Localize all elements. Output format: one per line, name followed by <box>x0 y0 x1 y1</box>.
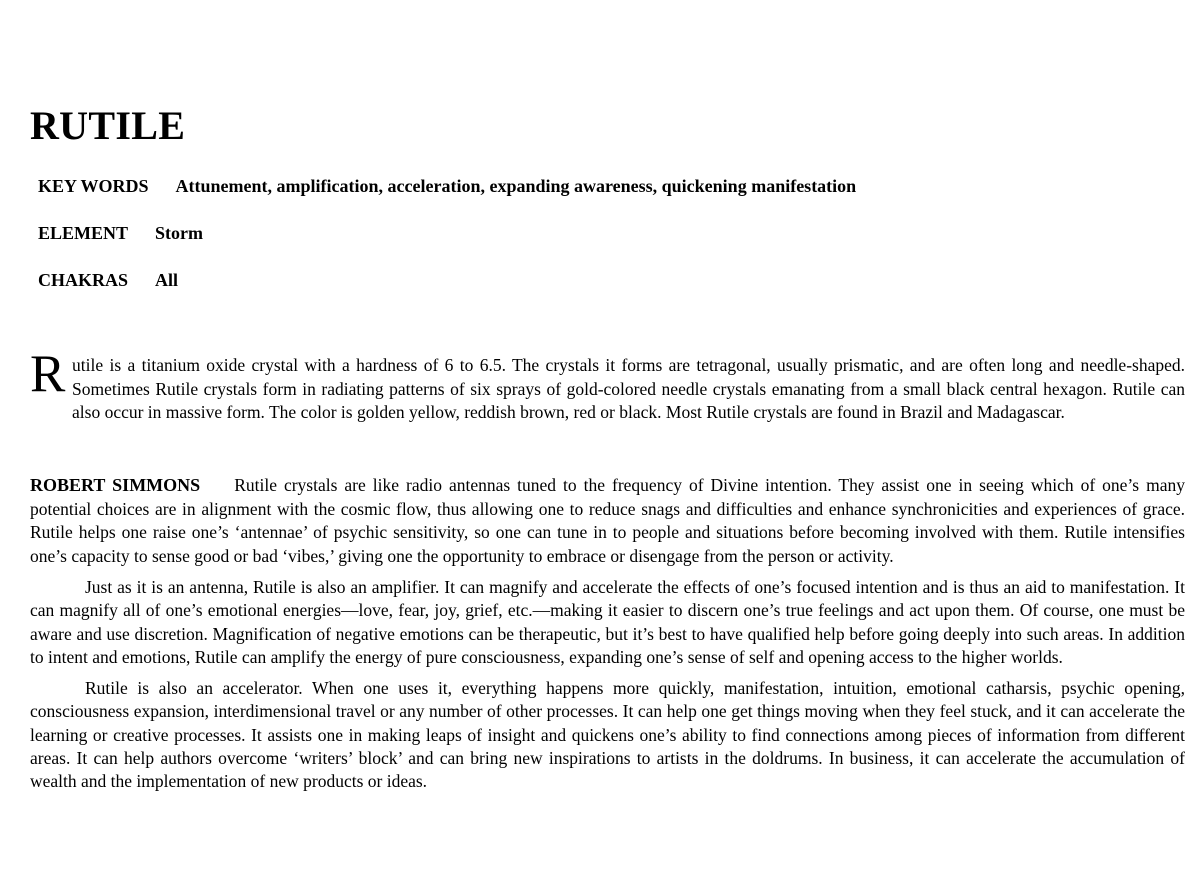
robert-simmons-label: ROBERT SIMMONS <box>30 475 201 496</box>
chakras-label: CHAKRAS <box>38 269 129 290</box>
key-words-label: KEY WORDS <box>38 176 149 196</box>
element-value: Storm <box>155 222 204 243</box>
label-value-gap <box>149 191 176 192</box>
drop-cap: R <box>30 345 66 404</box>
robert-simmons-paragraph <box>30 474 1185 568</box>
label-value-gap <box>128 285 155 286</box>
label-text-gap <box>200 490 234 491</box>
robert-simmons-text: Rutile crystals are like radio antennas tuned to the frequency of Divine intention. They assist one in seeing which of one’s many potential choices are in alignment with the cosmic flow, thus allowing one to reduce snags and difficulties and enhance synchronicities and experiences of grace. Rutile helps one raise one’s ‘antennae’ of psychic sensitivity, so one can tune in to people and situations before becoming involved with them. Rutile intensifies one’s capacity to sense good or bad ‘vibes,’ giving one the opportunity to embrace or disengage from the person or activity. <box>30 475 1185 566</box>
meta-block <box>30 175 1185 292</box>
page-content <box>0 105 1200 794</box>
meta-row-element <box>38 222 1185 245</box>
element-label: ELEMENT <box>38 222 129 243</box>
meta-row-key-words <box>38 175 1185 198</box>
intro-text: utile is a titanium oxide crystal with a hardness of 6 to 6.5. The crystals it forms are tetragonal, usually prismatic, and are often long and needle-shaped. Sometimes Rutile crystals form in radiating patterns of six sprays of gold-colored needle crystals emanating from a small black central hexagon. Rutile can also occur in massive form. The color is golden yellow, reddish brown, red or black. Most Rutile crystals are found in Brazil and Madagascar. <box>72 355 1185 423</box>
key-words-value: Attunement, amplification, acceleration, expanding awareness, quickening manifestation <box>175 176 857 196</box>
meta-row-chakras <box>38 269 1185 292</box>
intro-paragraph <box>30 345 1185 424</box>
body-paragraph-accelerator: Rutile is also an accelerator. When one uses it, everything happens more quickly, manifestation, intuition, emotional catharsis, psychic opening, consciousness expansion, interdimensional travel or any number of other processes. It can help one get things moving when they feel stuck, and it can accelerate the learning or creative processes. It assists one in making leaps of insight and quickens one’s ability to find connections among pieces of information from different areas. It can help authors overcome ‘writers’ block’ and can bring new inspirations to artists in the doldrums. In business, it can accelerate the accumulation of wealth and the implementation of new products or ideas. <box>30 677 1185 792</box>
label-value-gap <box>128 238 155 239</box>
chakras-value: All <box>155 269 179 290</box>
body-paragraph-amplifier: Just as it is an antenna, Rutile is also an amplifier. It can magnify and accelerate the effects of one’s focused intention and is thus an aid to manifestation. It can magnify all of one’s emotional energies—love, fear, joy, grief, etc.—making it easier to discern one’s true feelings and act upon them. Of course, one must be aware and use discretion. Magnification of negative emotions can be therapeutic, but it’s best to have qualified help before going deeply into such areas. In addition to intent and emotions, Rutile can amplify the energy of pure consciousness, expanding one’s sense of self and opening access to the higher worlds. <box>30 577 1185 668</box>
page-title: RUTILE <box>30 103 186 148</box>
